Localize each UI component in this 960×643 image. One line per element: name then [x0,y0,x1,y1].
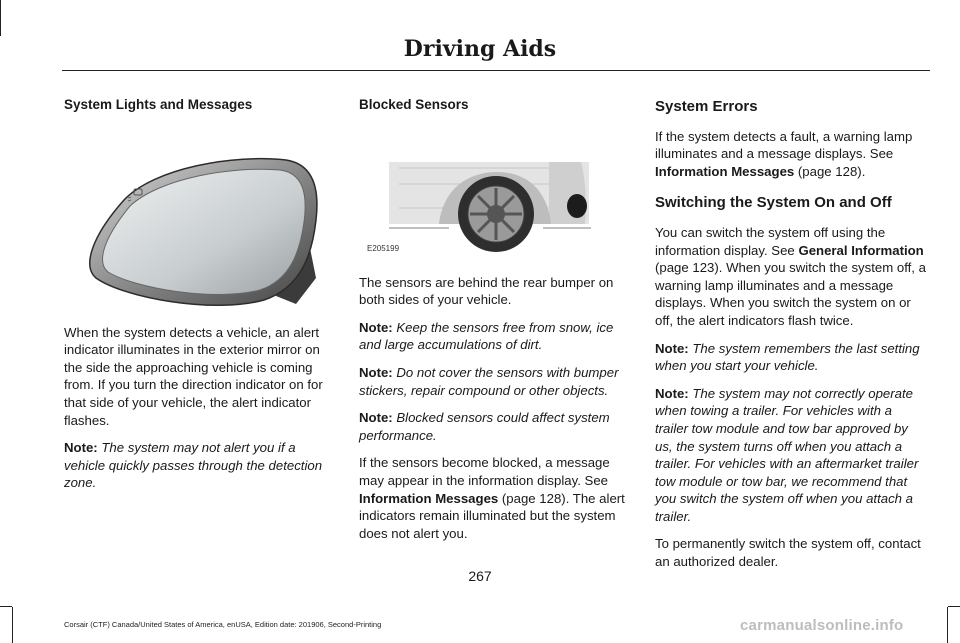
note-blocked-sensors [359,409,631,444]
page-number: 267 [468,568,492,584]
note-do-not-cover [359,364,631,399]
note-detection-zone [64,439,336,492]
note-text: The system remembers the last setting when you start your vehicle. [655,340,920,374]
section-heading-switching: Switching the System On and Off [655,194,892,212]
cross-reference-link[interactable]: Information Messages [359,490,499,506]
crop-mark-bottom-left [12,607,13,643]
system-errors-paragraph [655,128,927,181]
text: (page 123). When you switch the system off, a warning lamp illuminates and a message displays. When you switch the system on or off, the alert indicators flash twice. [655,260,926,328]
note-label: Note: [359,364,393,380]
watermark: carmanualsonline.info [740,617,904,634]
crop-mark-bottom-right [947,607,948,643]
section-heading-system-errors: System Errors [655,98,758,115]
note-text: The system may not correctly operate when towing a trailer. For vehicles with a trailer tow module and tow bar approved by us, the system turns off when you attach a trailer. For vehicles with an aftermarket trailer tow module or tow bar, we recommend that you switch the system off when you attach a trailer. [655,385,919,524]
note-text: Do not cover the sensors with bumper stickers, repair compound or other objects. [359,364,619,398]
section-heading-system-lights: System Lights and Messages [64,97,253,112]
note-label: Note: [655,385,689,401]
footer-edition-text: Corsair (CTF) Canada/United States of America, enUSA, Edition date: 201906, Second-Printing [64,620,382,629]
text: You can switch the system off using the information display. See [655,224,886,258]
note-remembers-setting [655,340,927,375]
blocked-sensors-paragraph [359,454,631,542]
column-1 [64,96,336,502]
mirror-alert-paragraph: When the system detects a vehicle, an alert indicator illuminates in the exterior mirror on the side the approaching vehicle is coming from. If you turn the direction indicator on for that side of your vehicle, the alert indicator flashes. [64,324,323,428]
rear-bumper-sensor-illustration [359,128,631,258]
text: If the sensors become blocked, a message may appear in the information display. See [359,455,610,488]
page-title: Driving Aids [403,36,557,62]
note-text: Keep the sensors free from snow, ice and large accumulations of dirt. [359,319,614,353]
crop-mark-bottom-left-h [0,606,12,607]
note-towing [655,385,927,526]
crop-mark-bottom-right-h [948,606,960,607]
switching-paragraph [655,224,927,330]
note-text: The system may not alert you if a vehicle quickly passes through the detection zone. [64,440,323,491]
note-label: Note: [359,319,393,335]
mirror-figure [64,128,336,308]
text: If the system detects a fault, a warning lamp illuminates and a message displays. See [655,128,913,162]
text: (page 128). The alert indicators remain illuminated but the system does not alert you. [359,490,625,541]
sensors-location-paragraph: The sensors are behind the rear bumper on both sides of your vehicle. [359,274,614,308]
header-divider [62,70,930,71]
rear-bumper-figure [359,128,631,258]
column-2 [359,96,631,552]
note-label: Note: [655,340,689,356]
section-heading-blocked-sensors: Blocked Sensors [359,97,469,112]
sensor-location-marker [567,194,587,218]
note-label: Note: [359,410,393,426]
permanent-switch-off-paragraph: To permanently switch the system off, contact an authorized dealer. [655,536,921,570]
note-keep-free [359,319,631,354]
note-text: Blocked sensors could affect system performance. [359,410,610,443]
side-mirror-illustration [64,128,336,308]
figure-code: E205199 [367,243,400,253]
text: (page 128). [794,163,866,179]
crop-mark-top-left [0,0,1,36]
cross-reference-link[interactable]: Information Messages [655,163,795,179]
cross-reference-link[interactable]: General Information [798,242,924,258]
column-3 [655,98,927,581]
note-label: Note: [64,440,98,456]
